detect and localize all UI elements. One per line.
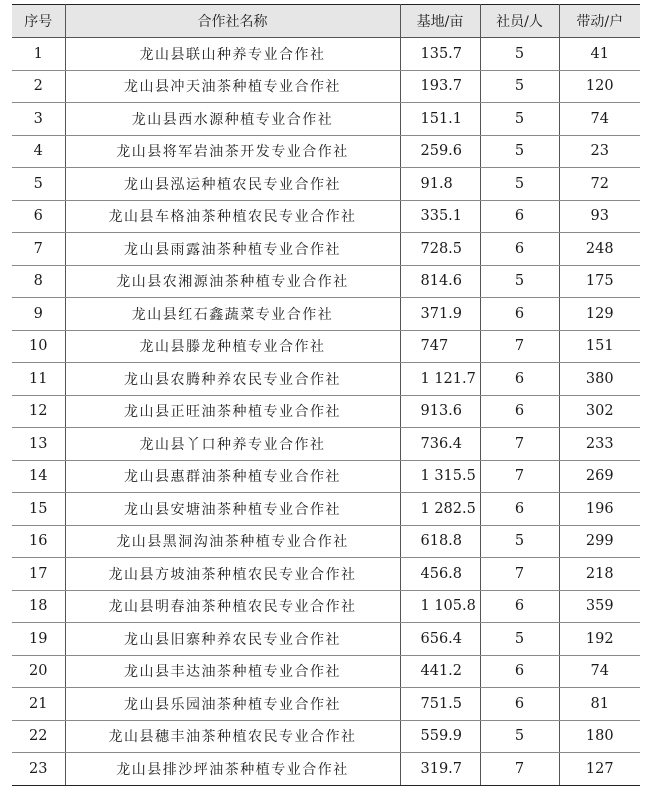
table-row (12, 493, 640, 526)
cell-index: 17 (12, 558, 65, 591)
table-row (12, 168, 640, 201)
cell-members: 5 (480, 135, 559, 168)
header-row (12, 5, 640, 38)
cell-base: 1 315.5 (400, 460, 480, 493)
cell-households: 302 (559, 395, 640, 428)
cell-index: 20 (12, 655, 65, 688)
table-row (12, 103, 640, 136)
cell-base: 319.7 (400, 753, 480, 786)
cell-index: 19 (12, 623, 65, 656)
table-row (12, 688, 640, 721)
cell-base: 751.5 (400, 688, 480, 721)
cell-index: 23 (12, 753, 65, 786)
table-row (12, 395, 640, 428)
cell-name: 龙山县明春油茶种植农民专业合作社 (65, 590, 400, 623)
cell-members: 6 (480, 493, 559, 526)
cell-members: 6 (480, 233, 559, 266)
cell-base: 747 (400, 330, 480, 363)
table-body (12, 38, 640, 786)
cell-index: 5 (12, 168, 65, 201)
cell-households: 248 (559, 233, 640, 266)
cell-members: 5 (480, 265, 559, 298)
table-row (12, 200, 640, 233)
cell-households: 233 (559, 428, 640, 461)
cell-households: 72 (559, 168, 640, 201)
cell-name: 龙山县黑洞沟油茶种植专业合作社 (65, 525, 400, 558)
cell-base: 1 105.8 (400, 590, 480, 623)
cell-households: 93 (559, 200, 640, 233)
table-row (12, 265, 640, 298)
cell-base: 913.6 (400, 395, 480, 428)
cell-name: 龙山县冲天油茶种植专业合作社 (65, 70, 400, 103)
cell-base: 151.1 (400, 103, 480, 136)
cell-members: 7 (480, 428, 559, 461)
table-row (12, 623, 640, 656)
table-row (12, 525, 640, 558)
cell-index: 13 (12, 428, 65, 461)
cell-base: 193.7 (400, 70, 480, 103)
table-header (12, 5, 640, 38)
table-row (12, 655, 640, 688)
cell-base: 441.2 (400, 655, 480, 688)
cell-name: 龙山县红石鑫蔬菜专业合作社 (65, 298, 400, 331)
cell-households: 120 (559, 70, 640, 103)
cell-index: 6 (12, 200, 65, 233)
table-row (12, 298, 640, 331)
table-row (12, 753, 640, 786)
cell-name: 龙山县旧寨种养农民专业合作社 (65, 623, 400, 656)
table-row (12, 135, 640, 168)
cell-index: 16 (12, 525, 65, 558)
cell-base: 618.8 (400, 525, 480, 558)
cooperatives-table (12, 4, 640, 786)
cell-households: 127 (559, 753, 640, 786)
cell-name: 龙山县雨露油茶种植专业合作社 (65, 233, 400, 266)
cell-households: 41 (559, 38, 640, 71)
cell-members: 5 (480, 168, 559, 201)
cell-households: 269 (559, 460, 640, 493)
table-row (12, 233, 640, 266)
cell-members: 6 (480, 688, 559, 721)
cell-members: 6 (480, 590, 559, 623)
cell-members: 5 (480, 525, 559, 558)
cell-index: 2 (12, 70, 65, 103)
cell-base: 371.9 (400, 298, 480, 331)
cell-households: 196 (559, 493, 640, 526)
cell-base: 91.8 (400, 168, 480, 201)
header-members: 社员/人 (480, 5, 559, 38)
cell-base: 728.5 (400, 233, 480, 266)
cell-base: 1 121.7 (400, 363, 480, 396)
cell-base: 656.4 (400, 623, 480, 656)
cell-index: 22 (12, 720, 65, 753)
cell-households: 180 (559, 720, 640, 753)
cell-index: 7 (12, 233, 65, 266)
table-row (12, 590, 640, 623)
cell-base: 259.6 (400, 135, 480, 168)
cell-households: 359 (559, 590, 640, 623)
cell-index: 1 (12, 38, 65, 71)
cell-base: 559.9 (400, 720, 480, 753)
cell-members: 7 (480, 460, 559, 493)
cell-households: 175 (559, 265, 640, 298)
table-row (12, 720, 640, 753)
cell-members: 7 (480, 753, 559, 786)
cell-index: 8 (12, 265, 65, 298)
cell-households: 74 (559, 655, 640, 688)
header-base: 基地/亩 (400, 5, 480, 38)
cell-name: 龙山县滕龙种植专业合作社 (65, 330, 400, 363)
cell-households: 380 (559, 363, 640, 396)
table-row (12, 460, 640, 493)
cell-members: 6 (480, 298, 559, 331)
cell-base: 456.8 (400, 558, 480, 591)
cell-index: 10 (12, 330, 65, 363)
table-row (12, 428, 640, 461)
cell-households: 192 (559, 623, 640, 656)
cell-index: 14 (12, 460, 65, 493)
cell-index: 11 (12, 363, 65, 396)
cell-members: 5 (480, 103, 559, 136)
cell-index: 9 (12, 298, 65, 331)
cell-households: 151 (559, 330, 640, 363)
cell-households: 218 (559, 558, 640, 591)
cell-name: 龙山县农腾种养农民专业合作社 (65, 363, 400, 396)
cell-name: 龙山县方坡油茶种植农民专业合作社 (65, 558, 400, 591)
cell-households: 74 (559, 103, 640, 136)
cell-name: 龙山县泓运种植农民专业合作社 (65, 168, 400, 201)
cell-name: 龙山县正旺油茶种植专业合作社 (65, 395, 400, 428)
cell-name: 龙山县穗丰油茶种植农民专业合作社 (65, 720, 400, 753)
header-index: 序号 (12, 5, 65, 38)
cell-name: 龙山县农湘源油茶种植专业合作社 (65, 265, 400, 298)
cell-members: 6 (480, 655, 559, 688)
cell-households: 23 (559, 135, 640, 168)
cell-name: 龙山县丰达油茶种植专业合作社 (65, 655, 400, 688)
cell-base: 736.4 (400, 428, 480, 461)
cell-households: 299 (559, 525, 640, 558)
cell-index: 15 (12, 493, 65, 526)
header-name: 合作社名称 (65, 5, 400, 38)
cell-name: 龙山县安塘油茶种植专业合作社 (65, 493, 400, 526)
cell-name: 龙山县西水源种植专业合作社 (65, 103, 400, 136)
cell-name: 龙山县联山种养专业合作社 (65, 38, 400, 71)
cell-members: 6 (480, 200, 559, 233)
cell-index: 4 (12, 135, 65, 168)
cell-base: 1 282.5 (400, 493, 480, 526)
cell-base: 135.7 (400, 38, 480, 71)
cell-members: 7 (480, 558, 559, 591)
cell-members: 6 (480, 395, 559, 428)
cell-households: 81 (559, 688, 640, 721)
cell-members: 5 (480, 623, 559, 656)
cell-base: 814.6 (400, 265, 480, 298)
cell-index: 18 (12, 590, 65, 623)
table-row (12, 330, 640, 363)
header-households: 带动/户 (559, 5, 640, 38)
cell-base: 335.1 (400, 200, 480, 233)
cell-name: 龙山县车格油茶种植农民专业合作社 (65, 200, 400, 233)
cell-name: 龙山县将军岩油茶开发专业合作社 (65, 135, 400, 168)
cell-name: 龙山县乐园油茶种植专业合作社 (65, 688, 400, 721)
cell-name: 龙山县排沙坪油茶种植专业合作社 (65, 753, 400, 786)
cell-name: 龙山县惠群油茶种植专业合作社 (65, 460, 400, 493)
cell-households: 129 (559, 298, 640, 331)
cell-members: 7 (480, 330, 559, 363)
table-row (12, 558, 640, 591)
cell-name: 龙山县丫口种养专业合作社 (65, 428, 400, 461)
cell-members: 5 (480, 38, 559, 71)
table-row (12, 363, 640, 396)
cell-index: 12 (12, 395, 65, 428)
cell-index: 21 (12, 688, 65, 721)
cell-members: 5 (480, 720, 559, 753)
table-row (12, 38, 640, 71)
cell-index: 3 (12, 103, 65, 136)
cell-members: 5 (480, 70, 559, 103)
cell-members: 6 (480, 363, 559, 396)
table-row (12, 70, 640, 103)
